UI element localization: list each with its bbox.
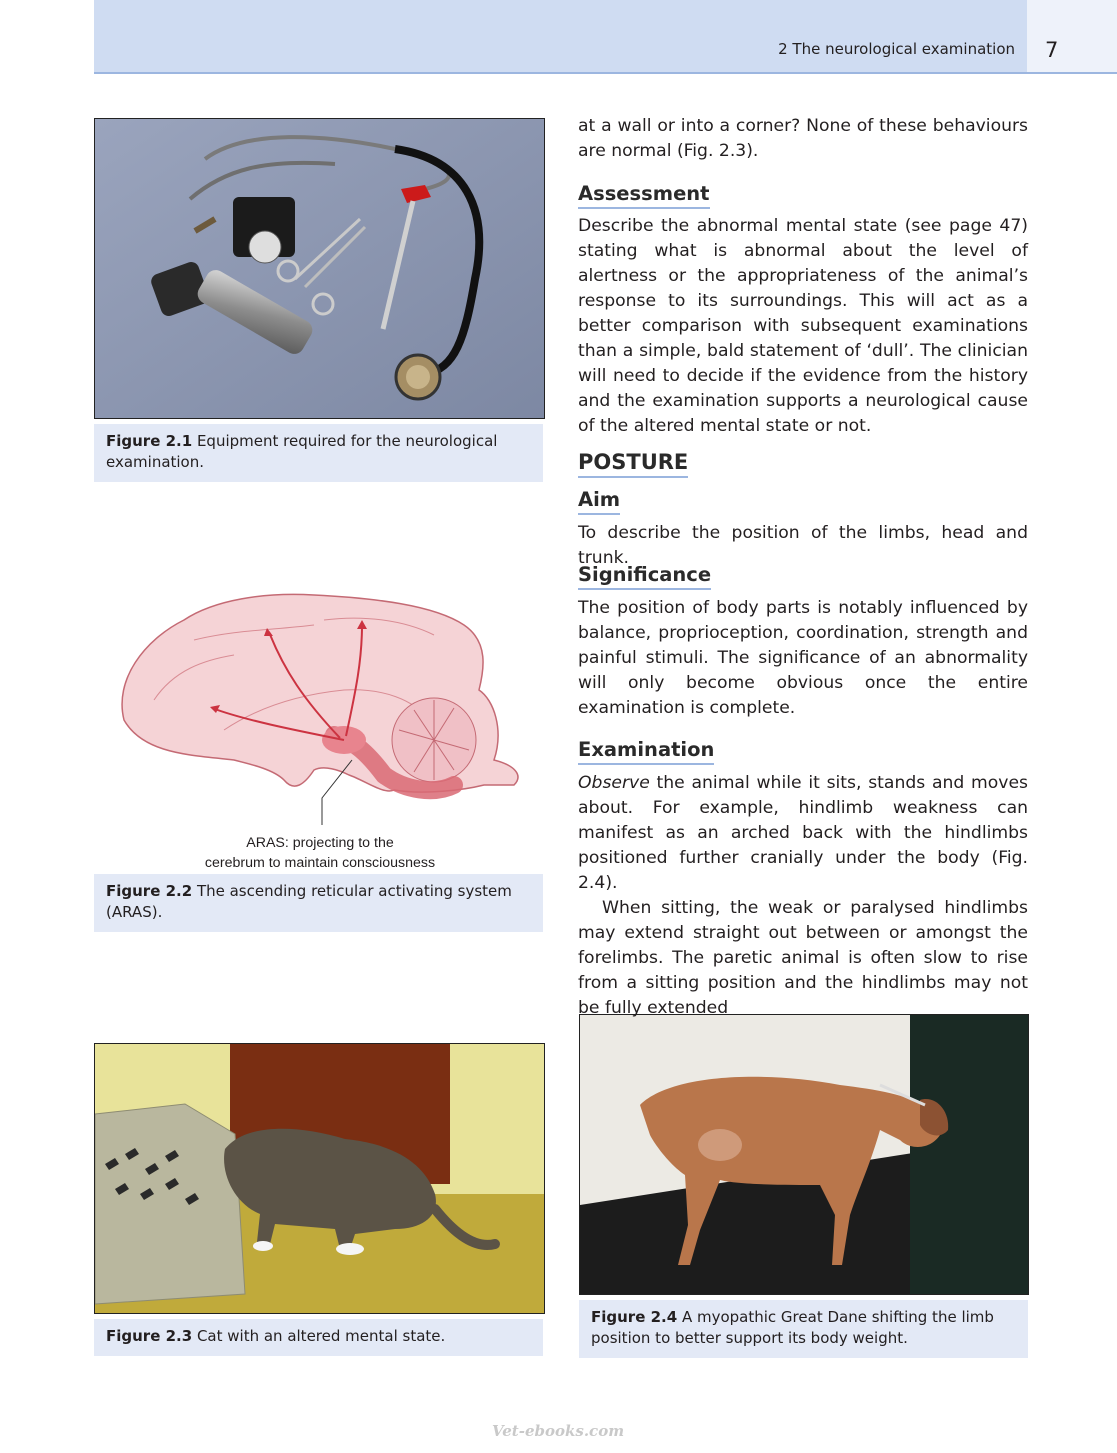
- figure-2-4-caption: [579, 1300, 1028, 1358]
- figure-2-1-label: Figure 2.1: [106, 432, 193, 450]
- figure-2-4-label: Figure 2.4: [591, 1308, 678, 1326]
- intro-paragraph: [578, 114, 1028, 164]
- figure-2-3-caption-text: Cat with an altered mental state.: [196, 1327, 446, 1345]
- assessment-text: Describe the abnormal mental state (see page 47) stating what is abnormal about the level of alertness or the appropriateness of the animal’s response to its surroundings. This will act as a better comparison with subsequent examinations than a simple, bald statement of ‘dull’. The clinician will need to decide if the evidence from the history and the examination supports a neurological cause of the altered mental state or not.: [578, 216, 1028, 436]
- examination-emphasis: Observe: [578, 773, 650, 793]
- figure-2-1-caption-text: Equipment required for the neurological examination.: [106, 432, 498, 471]
- assessment-paragraph: [578, 214, 1028, 439]
- significance-paragraph: [578, 596, 1028, 721]
- aras-annotation-line-1: ARAS: projecting to the: [246, 835, 394, 851]
- figure-2-4-photo: [579, 1014, 1029, 1295]
- assessment-heading: Assessment: [578, 182, 710, 209]
- page-number-box: [1027, 0, 1117, 74]
- figure-2-2-caption-text: The ascending reticular activating system (ARAS).: [106, 882, 512, 921]
- page-number: 7: [1045, 38, 1059, 62]
- aras-annotation: [140, 833, 500, 873]
- equipment-illustration: [95, 119, 544, 418]
- figure-2-4-caption-text: A myopathic Great Dane shifting the limb position to better support its body weight.: [591, 1308, 994, 1347]
- figure-2-2-caption: [94, 874, 543, 932]
- aras-annotation-line-2: cerebrum to maintain consciousness: [204, 855, 436, 871]
- sitting-text: When sitting, the weak or paralysed hindlimbs may extend straight out between or amongst the forelimbs. The paretic animal is often slow to rise from a sitting position and the hindlimbs may not be fully extended: [578, 898, 1028, 1018]
- figure-2-3-label: Figure 2.3: [106, 1327, 193, 1345]
- intro-text: at a wall or into a corner? None of these behaviours are normal (Fig. 2.3).: [578, 116, 1028, 161]
- running-header: [94, 0, 1027, 74]
- chapter-title: 2 The neurological examination: [778, 40, 1015, 58]
- figure-2-2-diagram: [94, 580, 543, 830]
- dog-illustration: [580, 1015, 1028, 1294]
- figure-2-2-label: Figure 2.2: [106, 882, 193, 900]
- examination-rest: the animal while it sits, stands and moves about. For example, hindlimb weakness can manifest as an arched back with the hindlimbs positioned further cranially under the body (Fig. 2.4).: [578, 773, 1028, 893]
- examination-heading: Examination: [578, 738, 714, 765]
- examination-paragraph: [578, 771, 1028, 1021]
- significance-heading: Significance: [578, 563, 711, 590]
- brain-illustration: [94, 580, 543, 830]
- figure-2-1-caption: [94, 424, 543, 482]
- figure-2-1-photo: [94, 118, 545, 419]
- figure-2-3-photo: [94, 1043, 545, 1314]
- aim-heading: Aim: [578, 488, 620, 515]
- cat-illustration: [95, 1044, 544, 1313]
- aim-text: To describe the position of the limbs, head and trunk.: [578, 523, 1028, 568]
- significance-text: The position of body parts is notably influenced by balance, proprioception, coordination, strength and painful stimuli. The significance of an abnormality will only become obvious once the entire examination is complete.: [578, 598, 1028, 718]
- footer-watermark: Vet-ebooks.com: [492, 1422, 625, 1440]
- figure-2-3-caption: [94, 1319, 543, 1356]
- examination-text: [578, 771, 1028, 896]
- posture-heading: POSTURE: [578, 450, 688, 478]
